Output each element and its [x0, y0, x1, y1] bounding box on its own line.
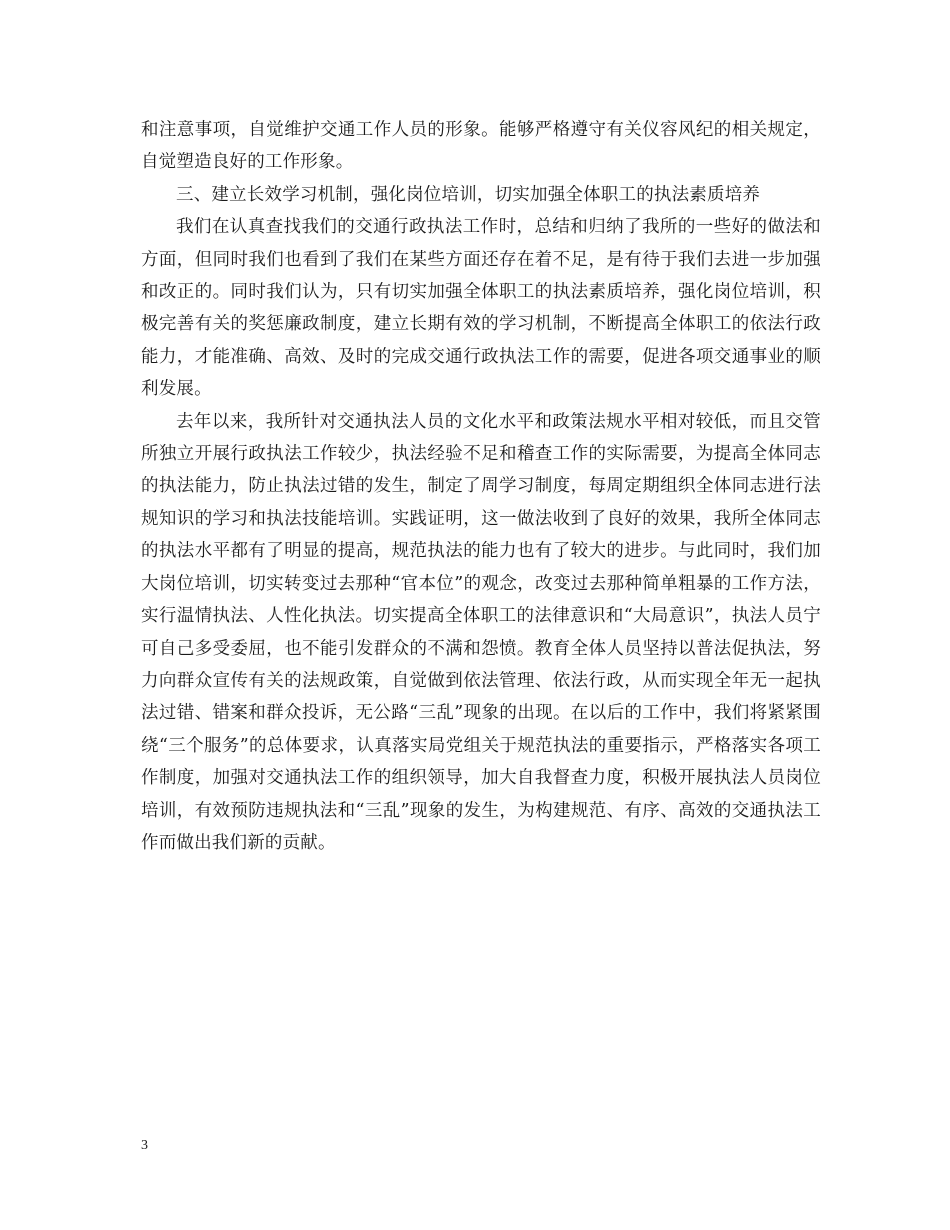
document-body: [141, 114, 821, 859]
section-heading: 三、建立长效学习机制，强化岗位培训，切实加强全体职工的执法素质培养: [176, 184, 761, 205]
paragraph-continuation: 和注意事项，自觉维护交通工作人员的形象。能够严格遵守有关仪容风纪的相关规定，自觉塑造良好的工作形象。: [141, 120, 821, 173]
paragraph: 去年以来，我所针对交通执法人员的文化水平和政策法规水平相对较低，而且交管所独立开展行政执法工作较少，执法经验不足和稽查工作的实际需要，为提高全体同志的执法能力，防止执法过错的发生，制定了周学习制度，每周定期组织全体同志进行法规知识的学习和执法技能培训。实践证明，这一做法收到了良好的效果，我所全体同志的执法水平都有了明显的提高，规范执法的能力也有了较大的进步。与此同时，我们加大岗位培训，切实转变过去那种“官本位”的观念，改变过去那种简单粗暴的工作方法，实行温情执法、人性化执法。切实提高全体职工的法律意识和“大局意识”，执法人员宁可自己多受委屈，也不能引发群众的不满和怨愤。教育全体人员坚持以普法促执法，努力向群众宣传有关的法规政策，自觉做到依法管理、依法行政，从而实现全年无一起执法过错、错案和群众投诉，无公路“三乱”现象的出现。在以后的工作中，我们将紧紧围绕“三个服务”的总体要求，认真落实局党组关于规范执法的重要指示，严格落实各项工作制度，加强对交通执法工作的组织领导，加大自我督查力度，积极开展执法人员岗位培训，有效预防违规执法和“三乱”现象的发生，为构建规范、有序、高效的交通执法工作而做出我们新的贡献。: [141, 411, 821, 853]
paragraph: 我们在认真查找我们的交通行政执法工作时，总结和归纳了我所的一些好的做法和方面，但同时我们也看到了我们在某些方面还存在着不足，是有待于我们去进一步加强和改正的。同时我们认为，只有切实加强全体职工的执法素质培养，强化岗位培训，积极完善有关的奖惩廉政制度，建立长期有效的学习机制，不断提高全体职工的依法行政能力，才能准确、高效、及时的完成交通行政执法工作的需要，促进各项交通事业的顺利发展。: [141, 217, 821, 400]
page-number: 3: [141, 1138, 148, 1153]
